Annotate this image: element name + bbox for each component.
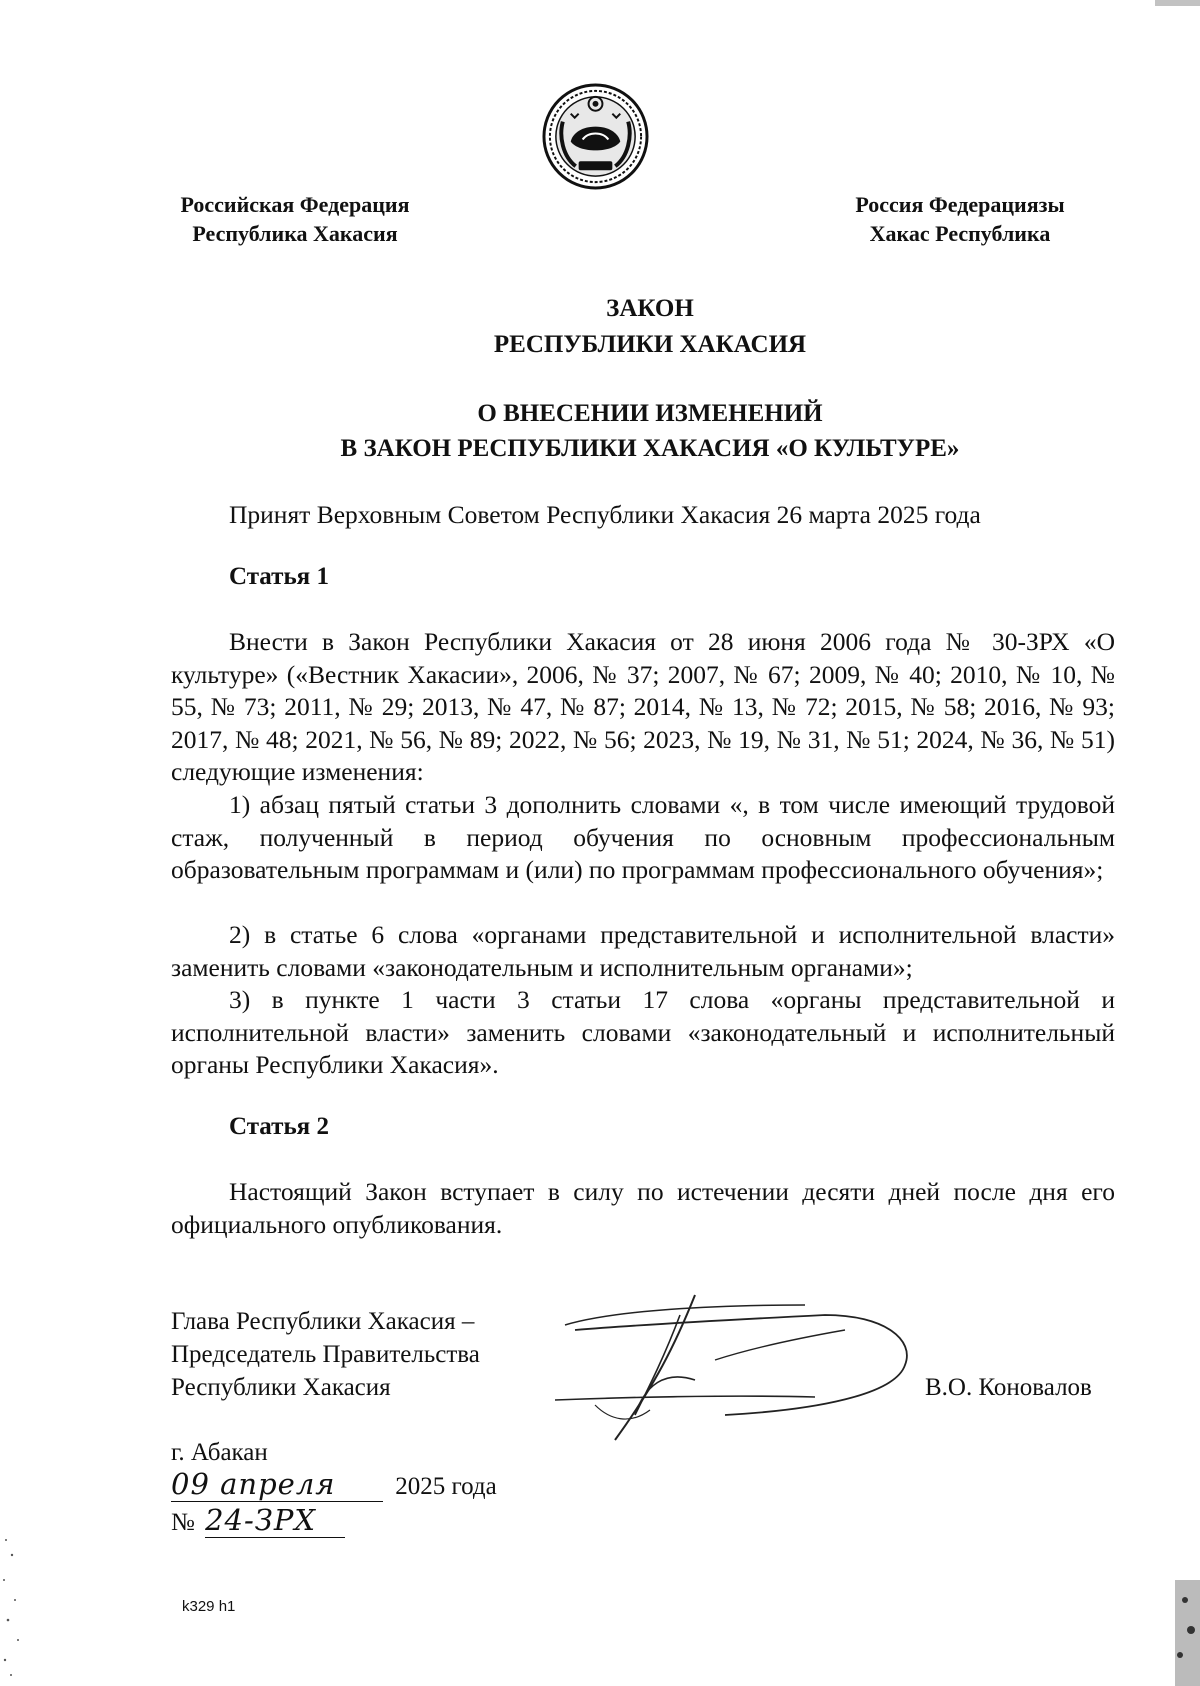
city: г. Абакан [171,1439,268,1466]
signing-year: 2025 года [395,1473,497,1500]
header-left [165,190,425,248]
signatory-name: В.О. Коновалов [925,1374,1092,1401]
header-right-line1: Россия Федерациязы [855,192,1065,217]
signatory-position [171,1305,480,1404]
article2-text: Настоящий Закон вступает в силу по истечении десяти дней после дня его официального опубликования. [171,1177,1115,1239]
signatory-position-line3: Республики Хакасия [171,1374,391,1401]
article1-item3: 3) в пункте 1 части 3 статьи 17 слова «органы представительной и исполнительной власти» заменить словами «законодательный и исполнительный органы Республики Хакасия». [171,985,1115,1079]
law-title: ЗАКОН [606,295,694,322]
signing-date [171,1468,497,1503]
scan-noise-top [1150,0,1200,12]
scan-noise-left [0,1520,30,1686]
article2-heading: Статья 2 [229,1113,329,1140]
header-right-line2: Хакас Республика [869,221,1051,246]
law-subject-line1: О ВНЕСЕНИИ ИЗМЕНЕНИЙ [477,400,823,427]
law-number [171,1504,345,1539]
law-subject-line2: В ЗАКОН РЕСПУБЛИКИ ХАКАСИЯ «О КУЛЬТУРЕ» [340,435,960,462]
law-title-region: РЕСПУБЛИКИ ХАКАСИЯ [493,331,807,358]
header-left-line1: Российская Федерация [180,192,410,217]
header-left-line2: Республика Хакасия [192,221,398,246]
article1-item2: 2) в статье 6 слова «органами представительной и исполнительной власти» заменить словами «законодательным и исполнительным органами»; [171,920,1115,982]
document-code: k329 h1 [182,1598,236,1615]
handwritten-law-number: 24-ЗРХ [205,1504,345,1538]
adoption-line: Принят Верховным Советом Республики Хакасия 26 марта 2025 года [229,500,981,529]
handwritten-signature [555,1285,925,1445]
scan-noise-right [1165,1560,1200,1686]
article1-heading: Статья 1 [229,563,329,590]
signatory-position-line1: Глава Республики Хакасия – [171,1308,475,1335]
header-right [840,190,1080,248]
article1-intro: Внести в Закон Республики Хакасия от 28 июня 2006 года № 30-ЗРХ «О культуре» («Вестник Хакасии», 2006, № 37; 2007, № 67; 2009, № 40; 2010, № 10, № 55, № 73; 2011, № 29; 2013, № 47, № 87; 2014, № 13, № 72; 2015, № 58; 2016, № 93; 2017, № 48; 2021, № 56, № 89; 2022, № 56; 2023, № 19, № 31, № 51; 2024, № 36, № 51) следующие изменения: [171,627,1115,786]
law-number-prefix: № [171,1509,195,1536]
handwritten-date: 09 апреля [171,1468,383,1502]
signatory-position-line2: Председатель Правительства [171,1341,480,1368]
article1-item1: 1) абзац пятый статьи 3 дополнить словами «, в том числе имеющий трудовой стаж, полученный в период обучения по основным профессиональным образовательным программам и (или) по программам профессионального обучения»; [171,790,1115,884]
coat-of-arms-emblem [541,82,650,191]
